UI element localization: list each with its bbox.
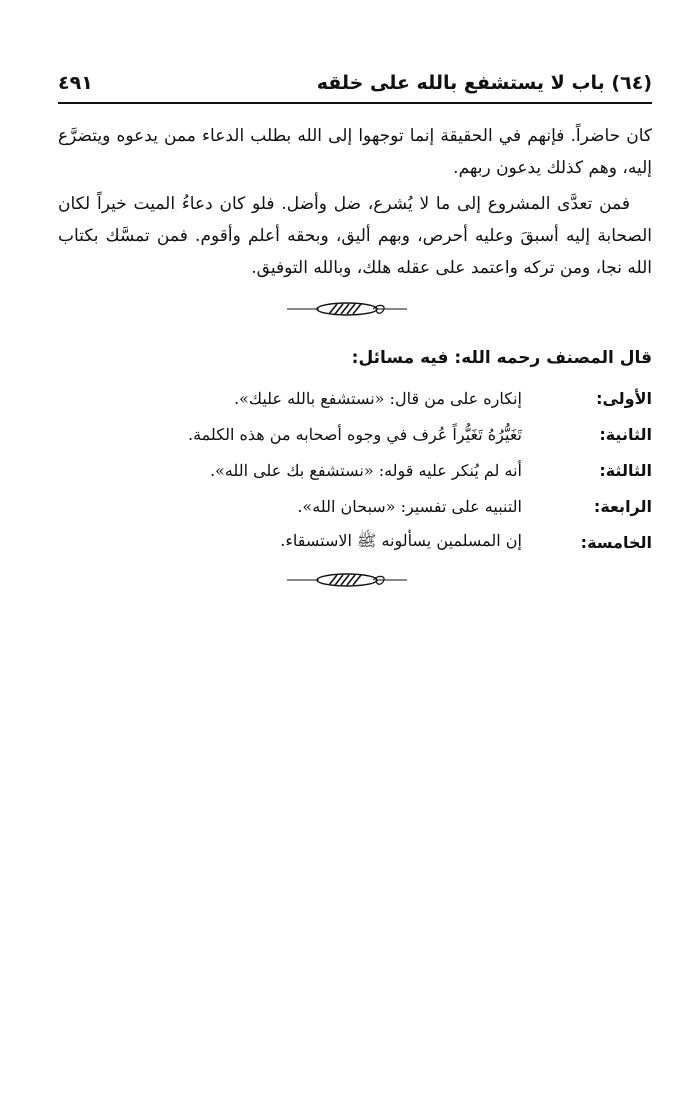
list-item	[58, 380, 652, 416]
page-header	[58, 66, 652, 100]
ornament-divider-icon	[287, 297, 407, 321]
issue-text: أنه لم يُنكر عليه قوله: «نستشفع بك على الله».	[209, 460, 522, 480]
issues-list	[58, 380, 652, 560]
ornament-divider-icon	[287, 568, 407, 592]
page-number: ٤٩١	[58, 72, 93, 94]
list-item	[58, 452, 652, 488]
issue-text: إن المسلمين يسألونه ﷺ الاستسقاء.	[280, 530, 522, 550]
body-text	[58, 120, 652, 288]
issue-text: تَغَيُّرُهُ تَغَيُّراً عُرف في وجوه أصحابه من هذه الكلمة.	[188, 424, 522, 444]
list-item	[58, 416, 652, 452]
header-divider	[58, 102, 652, 104]
paragraph: كان حاضراً. فإنهم في الحقيقة إنما توجهوا إلى الله بطلب الدعاء ممن يدعوه ويتضرَّع إليه، وهم كذلك يدعون ربهم.	[58, 126, 652, 178]
issue-label: الثالثة:	[599, 460, 652, 480]
issue-text: إنكاره على من قال: «نستشفع بالله عليك».	[233, 388, 522, 408]
issue-label: الخامسة:	[580, 532, 652, 552]
issue-label: الأولى:	[596, 388, 652, 408]
paragraph: فمن تعدَّى المشروع إلى ما لا يُشرع، ضل وأضل. فلو كان دعاءُ الميت خيراً لكان الصحابة إليه أسبقَ وعليه أحرص، وبهم أليق، وبحقه أعلم وأقوم. فمن تمسَّك بكتاب الله نجا، ومن تركه واعتمد على عقله هلك، وبالله التوفيق.	[58, 194, 652, 278]
list-item	[58, 488, 652, 524]
list-item	[58, 524, 652, 560]
issue-text: التنبيه على تفسير: «سبحان الله».	[297, 496, 522, 516]
chapter-title: (٦٤) باب لا يستشفع بالله على خلقه	[316, 72, 652, 94]
issue-label: الرابعة:	[593, 496, 652, 516]
issue-label: الثانية:	[599, 424, 652, 444]
section-title: قال المصنف رحمه الله: فيه مسائل:	[351, 348, 652, 368]
